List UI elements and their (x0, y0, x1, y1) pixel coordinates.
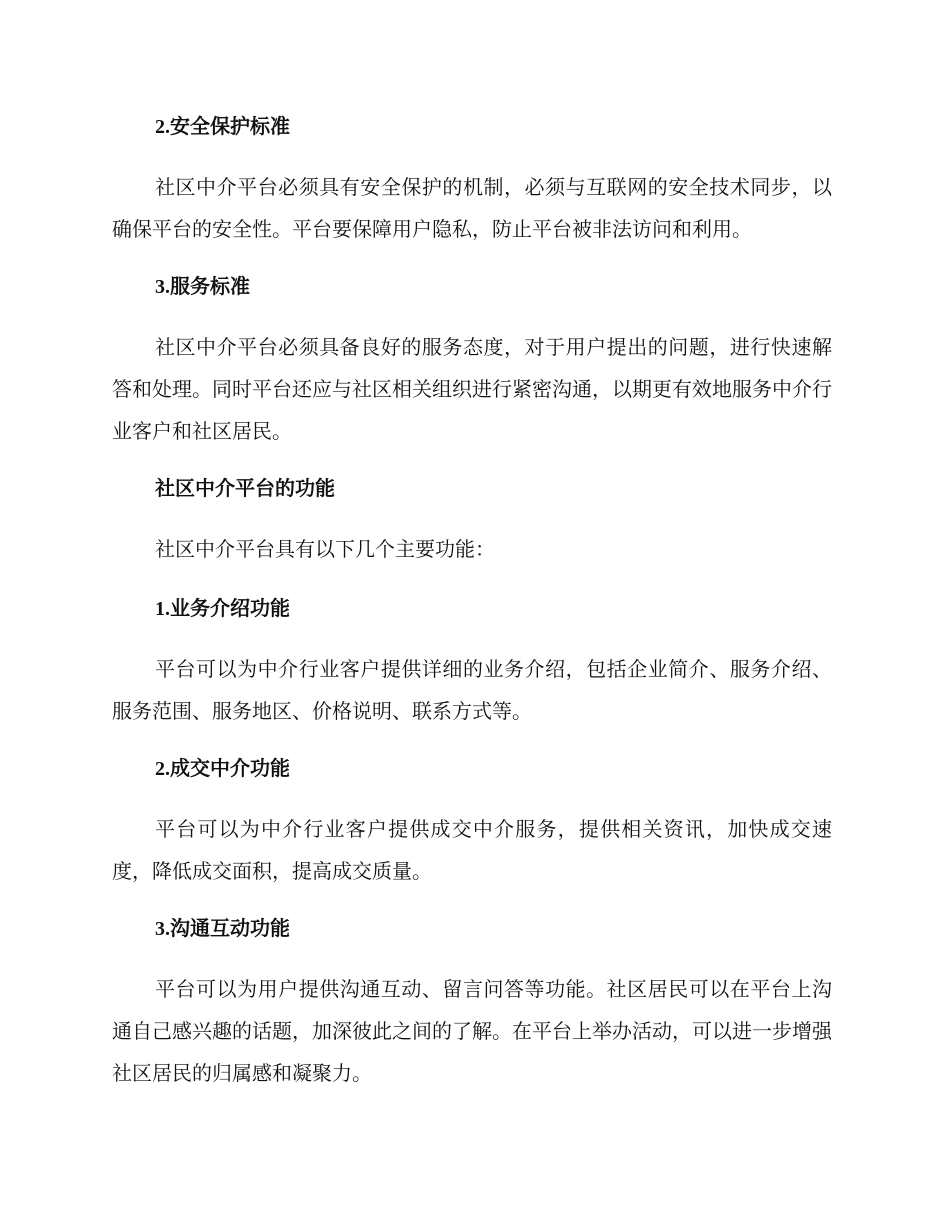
section-paragraph-business-intro: 平台可以为中介行业客户提供详细的业务介绍，包括企业简介、服务介绍、服务范围、服务地区、价格说明、联系方式等。 (112, 657, 832, 723)
section-paragraph-security-standard: 社区中介平台必须具有安全保护的机制，必须与互联网的安全技术同步，以确保平台的安全性。平台要保障用户隐私，防止平台被非法访问和利用。 (112, 175, 832, 241)
section-heading-transaction-agency: 2.成交中介功能 (155, 758, 290, 780)
section-heading-service-standard: 3.服务标准 (155, 276, 250, 298)
section-paragraph-communication: 平台可以为用户提供沟通互动、留言问答等功能。社区居民可以在平台上沟通自己感兴趣的话题，加深彼此之间的了解。在平台上举办活动，可以进一步增强社区居民的归属感和凝聚力。 (112, 977, 832, 1085)
section-heading-security-standard: 2.安全保护标准 (155, 116, 290, 138)
section-paragraph-transaction-agency: 平台可以为中介行业客户提供成交中介服务，提供相关资讯，加快成交速度，降低成交面积，提高成交质量。 (112, 817, 832, 883)
section-paragraph-platform-functions: 社区中介平台具有以下几个主要功能： (155, 537, 495, 561)
document-body (112, 110, 832, 1114)
section-paragraph-service-standard: 社区中介平台必须具备良好的服务态度，对于用户提出的问题，进行快速解答和处理。同时平台还应与社区相关组织进行紧密沟通，以期更有效地服务中介行业客户和社区居民。 (112, 335, 832, 443)
section-heading-platform-functions: 社区中介平台的功能 (155, 478, 335, 500)
section-heading-communication: 3.沟通互动功能 (155, 918, 290, 940)
section-heading-business-intro: 1.业务介绍功能 (155, 598, 290, 620)
